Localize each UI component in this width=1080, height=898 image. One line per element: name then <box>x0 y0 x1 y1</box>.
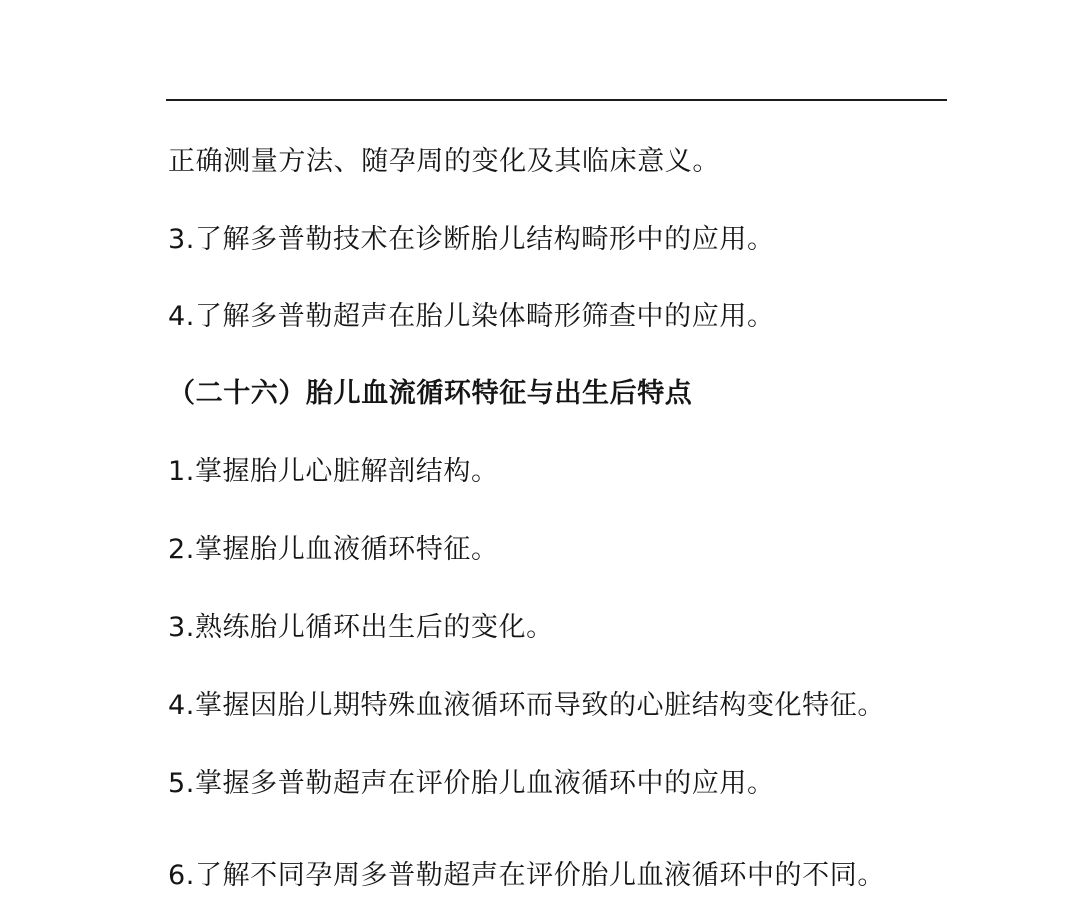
list-item: 5.掌握多普勒超声在评价胎儿血液循环中的应用。 <box>168 768 775 799</box>
list-item: 1.掌握胎儿心脏解剖结构。 <box>168 456 499 487</box>
list-item: 4.了解多普勒超声在胎儿染体畸形筛查中的应用。 <box>168 301 775 332</box>
list-item: 3.了解多普勒技术在诊断胎儿结构畸形中的应用。 <box>168 224 775 255</box>
text-line: 正确测量方法、随孕周的变化及其临床意义。 <box>168 146 720 177</box>
list-item: 6.了解不同孕周多普勒超声在评价胎儿血液循环中的不同。 <box>168 860 885 891</box>
top-rule <box>166 99 947 101</box>
list-item: 3.熟练胎儿循环出生后的变化。 <box>168 612 554 643</box>
list-item: 2.掌握胎儿血液循环特征。 <box>168 534 499 565</box>
section-heading: （二十六）胎儿血流循环特征与出生后特点 <box>168 378 693 409</box>
list-item: 4.掌握因胎儿期特殊血液循环而导致的心脏结构变化特征。 <box>168 690 885 721</box>
